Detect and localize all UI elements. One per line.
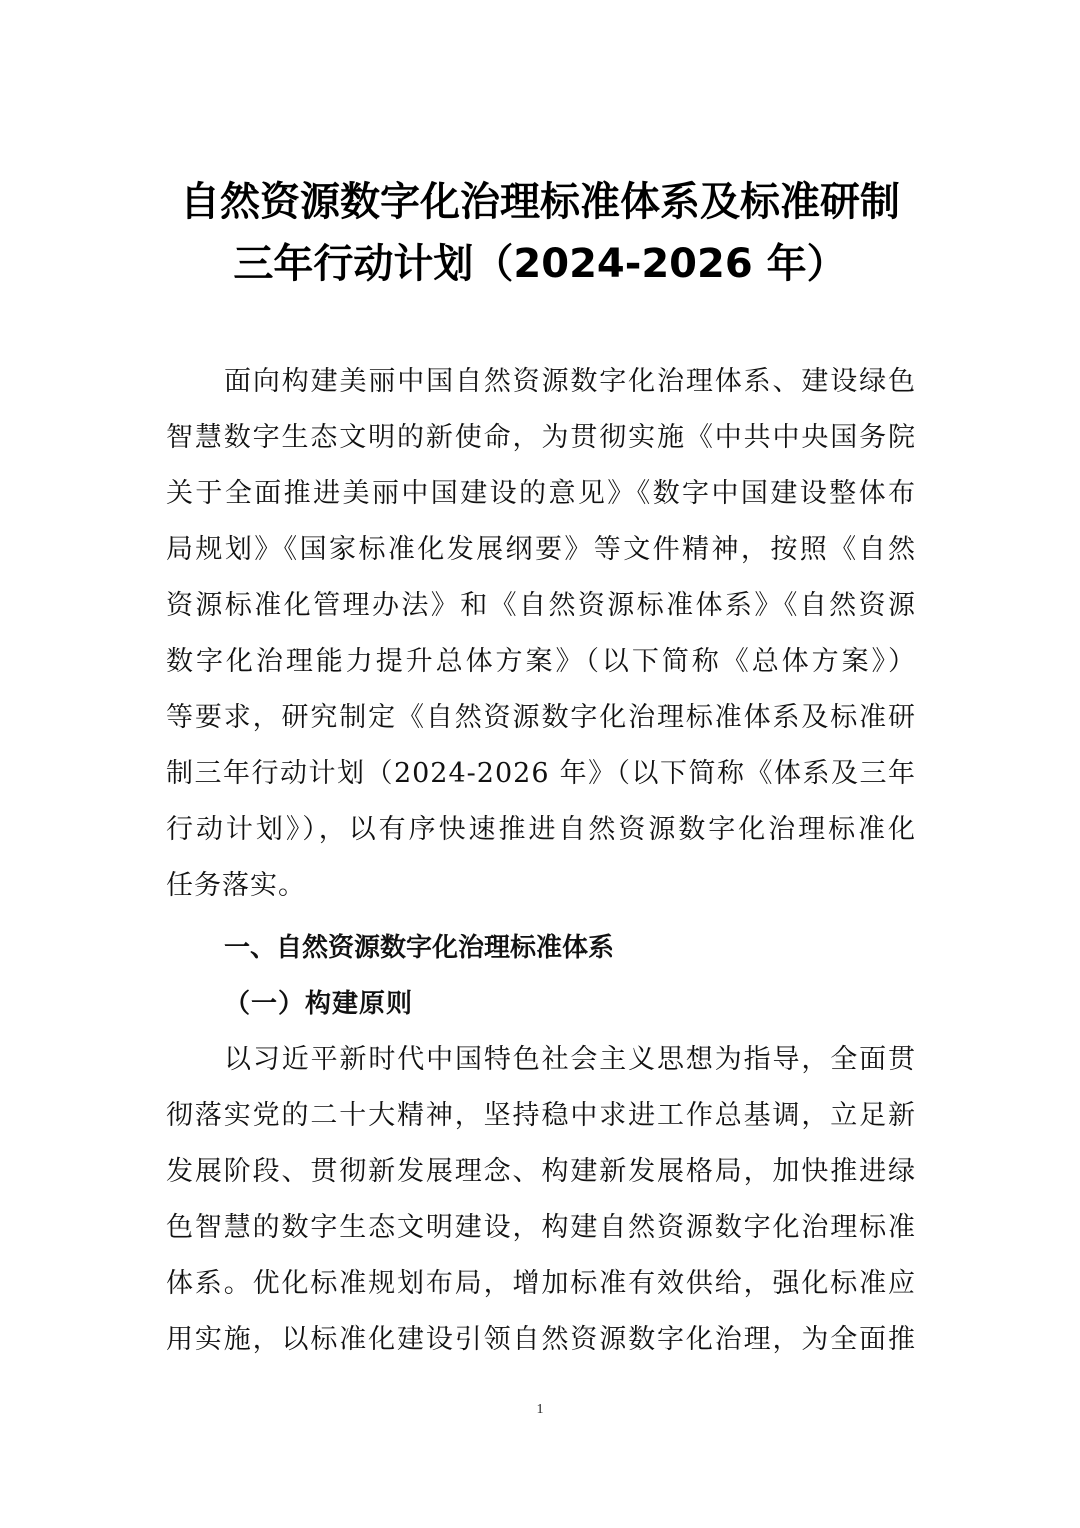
intro-line: 面向构建美丽中国自然资源数字化治理体系、建设绿色: [224, 366, 916, 397]
intro-line: 行动计划》），以有序快速推进自然资源数字化治理标准化: [166, 814, 916, 845]
subsection-heading: （一）构建原则: [224, 989, 414, 1019]
intro-line: 制三年行动计划（2024-2026 年》（以下简称《体系及三年: [166, 758, 916, 789]
document-title-line-1: 自然资源数字化治理标准体系及标准研制: [180, 179, 900, 225]
principle-line: 发展阶段、贯彻新发展理念、构建新发展格局，加快推进绿: [166, 1156, 916, 1187]
section-heading: 一、自然资源数字化治理标准体系: [224, 933, 615, 963]
intro-line: 智慧数字生态文明的新使命，为贯彻实施《中共中央国务院: [166, 422, 916, 453]
page-number: 1: [536, 1402, 544, 1417]
intro-line: 任务落实。: [166, 870, 306, 901]
intro-line: 局规划》《国家标准化发展纲要》等文件精神，按照《自然: [166, 534, 916, 565]
principle-line: 体系。优化标准规划布局，增加标准有效供给，强化标准应: [166, 1268, 916, 1299]
intro-line: 数字化治理能力提升总体方案》（以下简称《总体方案》）: [166, 646, 916, 677]
principle-line: 彻落实党的二十大精神，坚持稳中求进工作总基调，立足新: [166, 1100, 916, 1131]
principle-line: 以习近平新时代中国特色社会主义思想为指导，全面贯: [224, 1044, 916, 1075]
intro-line: 等要求，研究制定《自然资源数字化治理标准体系及标准研: [166, 702, 916, 733]
intro-line: 关于全面推进美丽中国建设的意见》《数字中国建设整体布: [166, 478, 916, 509]
principle-line: 色智慧的数字生态文明建设，构建自然资源数字化治理标准: [166, 1212, 916, 1243]
intro-line: 资源标准化管理办法》和《自然资源标准体系》《自然资源: [166, 590, 916, 621]
document-title-line-2: 三年行动计划（2024-2026 年）: [233, 241, 847, 287]
principle-line: 用实施，以标准化建设引领自然资源数字化治理，为全面推: [166, 1324, 916, 1355]
